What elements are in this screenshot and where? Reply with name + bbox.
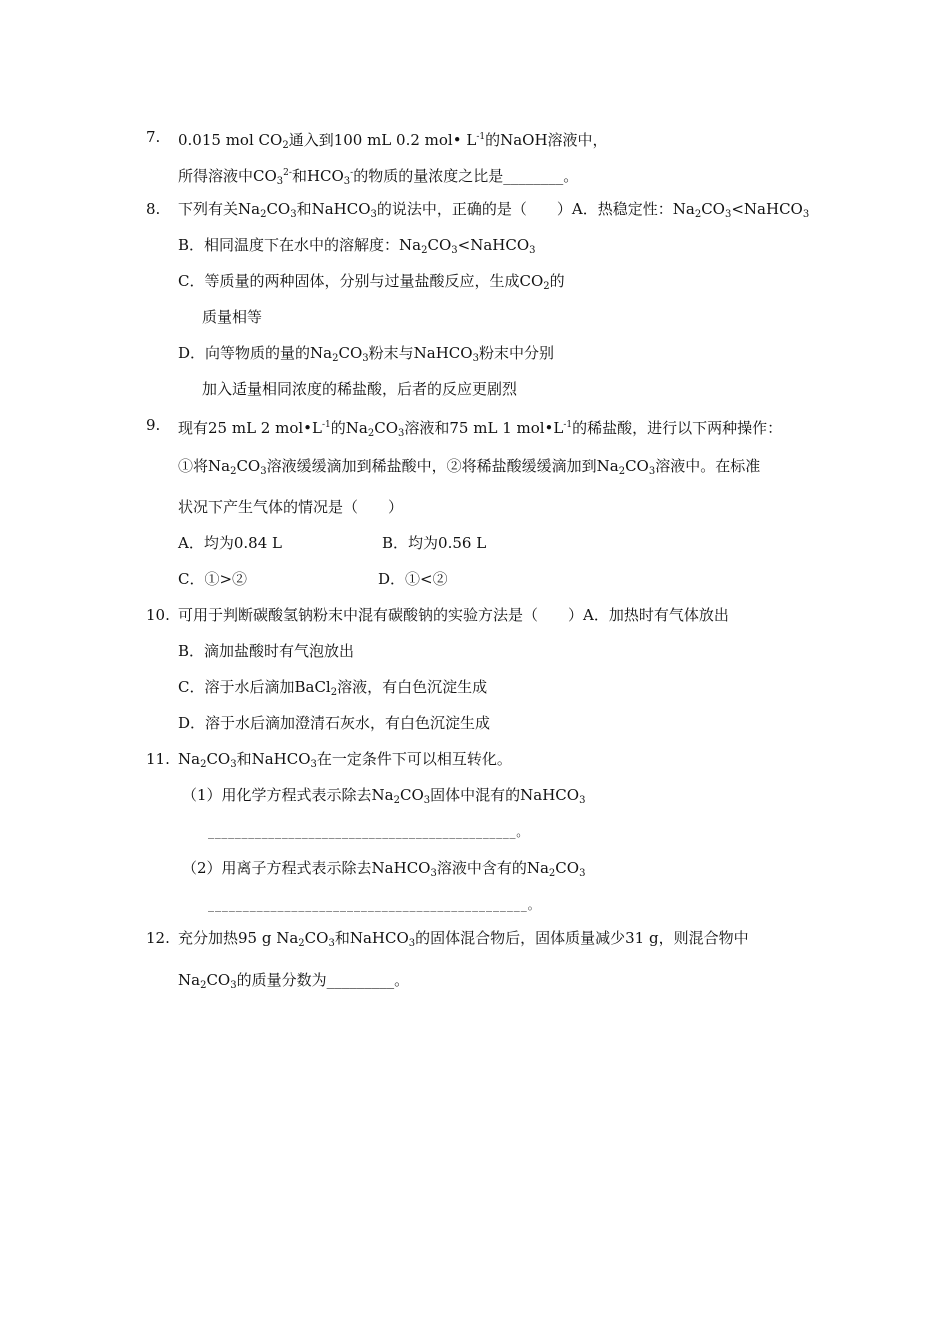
- question-9-option-c: C．①>②: [178, 570, 248, 588]
- question-9-option-d: D．①<②: [378, 570, 448, 588]
- question-9-number: 9.: [146, 416, 161, 434]
- question-7-number: 7.: [146, 128, 161, 146]
- question-11-number: 11.: [146, 750, 170, 768]
- page: 7. 0.015 mol $CO_2$通入到100 mL 0.2 mol• $L^{-1}$的NaOH溶液中， 所得溶液中$CO_3^{2-}$和$HCO_3^-$的物质的量浓度之比是________。 8. 下列有关$Na_2CO_3$和NaHCO$_3$的说法中，正确的是（ ）A．热稳定性：$Na_2CO_3<NaHCO_3$ B．相同温度下在水中的溶解度：$Na_2CO_3<NaHCO_3$ C．等质量的两种固体，分别与过量盐酸反应，生成$CO_2$的 质量相等 D．向等物质的量的$Na_2CO_3$粉末与NaHCO$_3$粉末中分别 加入适量相同浓度的稀盐酸，后者的反应更剧烈 9. 现有25 mL 2 $mol•L^{-1}$的$Na_2CO_3$溶液和75 mL 1 $mol•L^{-1}$的稀盐酸，进行以下两种操作： ①将$Na_2CO_3$溶液缓缓滴加到稀盐酸中，②将稀盐酸缓缓滴加到$Na_2CO_3$溶液中。在标准 状况下产生气体的情况是（ ） A．均为0.84 L B．均为0.56 L C．①>② D．①<② 10. 可用于判断碳酸氢钠粉末中混有碳酸钠的实验方法是（ ）A．加热时有气体放出 B．滴加盐酸时有气泡放出 C．溶于水后滴加BaCl$_2$溶液，有白色沉淀生成 D．溶于水后滴加澄清石灰水，有白色沉淀生成 11. $Na_2CO_3$和NaHCO$_3$在一定条件下可以相互转化。 （1）用化学方程式表示除去$Na_2CO_3$固体中混有的NaHCO$_3$ ______________________________________________。 （2）用离子方程式表示除去NaHCO$_3$溶液中含有的$Na_2CO_3$ ______________________________________________。 12. 充分加热95 g $Na_2CO_3$和NaHCO$_3$的固体混合物后，固体质量减少31 g，则混合物中 $Na_2CO_3$的质量分数为_________。: [146, 128, 810, 991]
- question-10-number: 10.: [146, 606, 170, 624]
- question-9-option-a: A．均为0.84 L: [178, 534, 282, 552]
- question-7-text: 0.015 mol $CO_2$通入到100 mL 0.2 mol• $L^{-1}$的NaOH溶液中，: [178, 131, 608, 151]
- question-9-option-b: B．均为0.56 L: [382, 534, 487, 552]
- question-8-number: 8.: [146, 200, 161, 218]
- question-12-number: 12.: [146, 929, 170, 947]
